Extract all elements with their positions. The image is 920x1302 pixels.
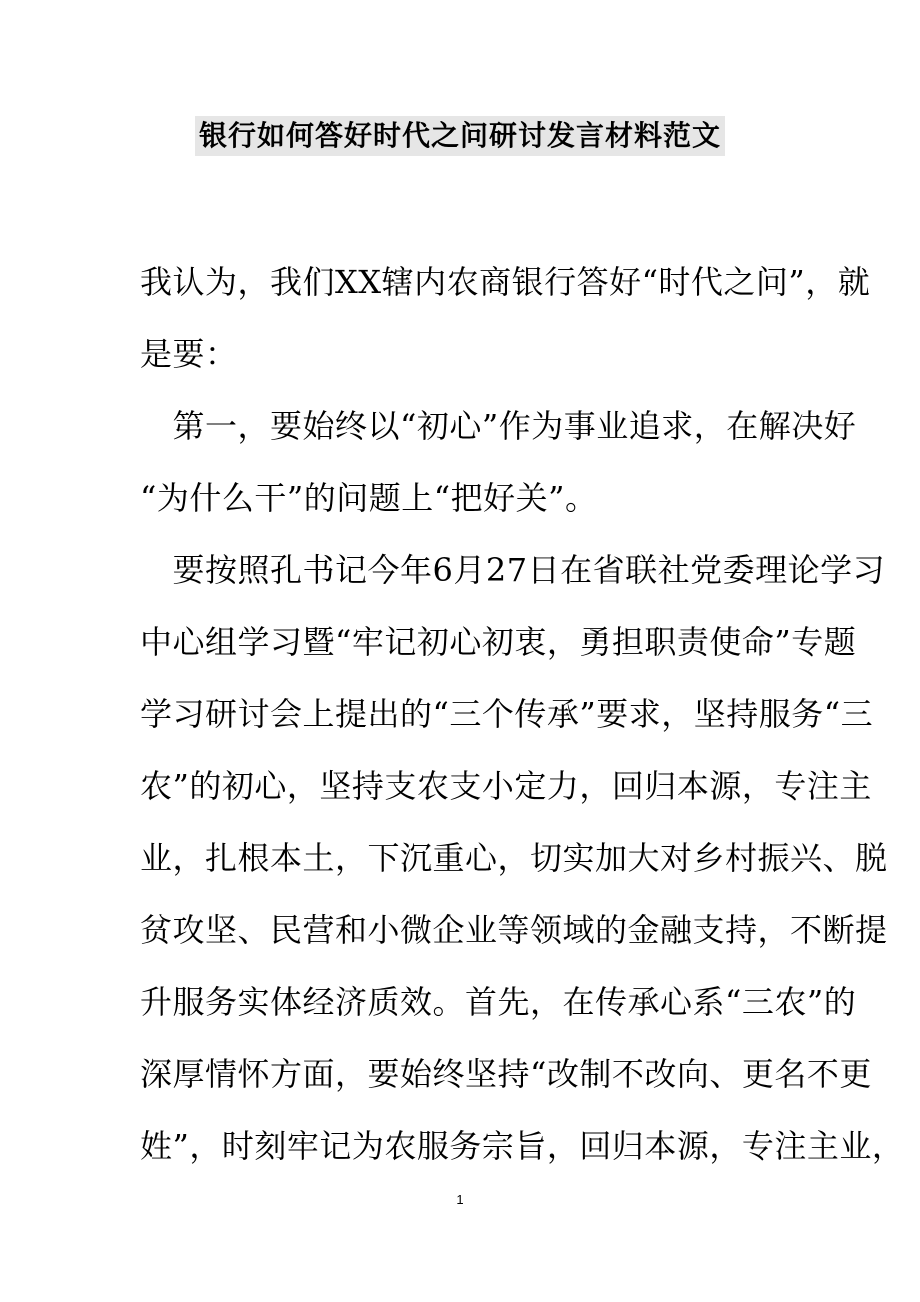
text-line: 贫攻坚、民营和小微企业等领域的金融支持，不断提 <box>140 911 888 949</box>
text-line: 中心组学习暨“牢记初心初衷，勇担职责使命”专题 <box>140 623 857 661</box>
text-line: 是要： <box>140 335 238 373</box>
text-line: 深厚情怀方面，要始终坚持“改制不改向、更名不更 <box>140 1055 872 1093</box>
text-line: 要按照孔书记今年6月27日在省联社党委理论学习 <box>140 551 886 589</box>
text-line: 我认为，我们XX辖内农商银行答好“时代之问”，就 <box>140 263 871 301</box>
paragraph-3 <box>140 534 905 1182</box>
text-line: 姓”，时刻牢记为农服务宗旨，回归本源，专注主业， <box>140 1127 905 1165</box>
text-line: 学习研讨会上提出的“三个传承”要求，坚持服务“三 <box>140 695 874 733</box>
document-title: 银行如何答好时代之问研讨发言材料范文 <box>195 116 725 156</box>
document-body <box>140 246 905 1182</box>
title-container <box>0 116 920 156</box>
paragraph-1 <box>140 246 871 390</box>
text-line: 农”的初心，坚持支农支小定力，回归本源，专注主 <box>140 767 872 805</box>
paragraph-2 <box>140 390 857 534</box>
text-line: 业，扎根本土，下沉重心，切实加大对乡村振兴、脱 <box>140 839 888 877</box>
page-number: 1 <box>456 1192 464 1207</box>
text-line: “为什么干”的问题上“把好关”。 <box>140 479 598 517</box>
text-line: 升服务实体经济质效。首先，在传承心系“三农”的 <box>140 983 857 1021</box>
text-line: 第一，要始终以“初心”作为事业追求，在解决好 <box>140 407 857 445</box>
